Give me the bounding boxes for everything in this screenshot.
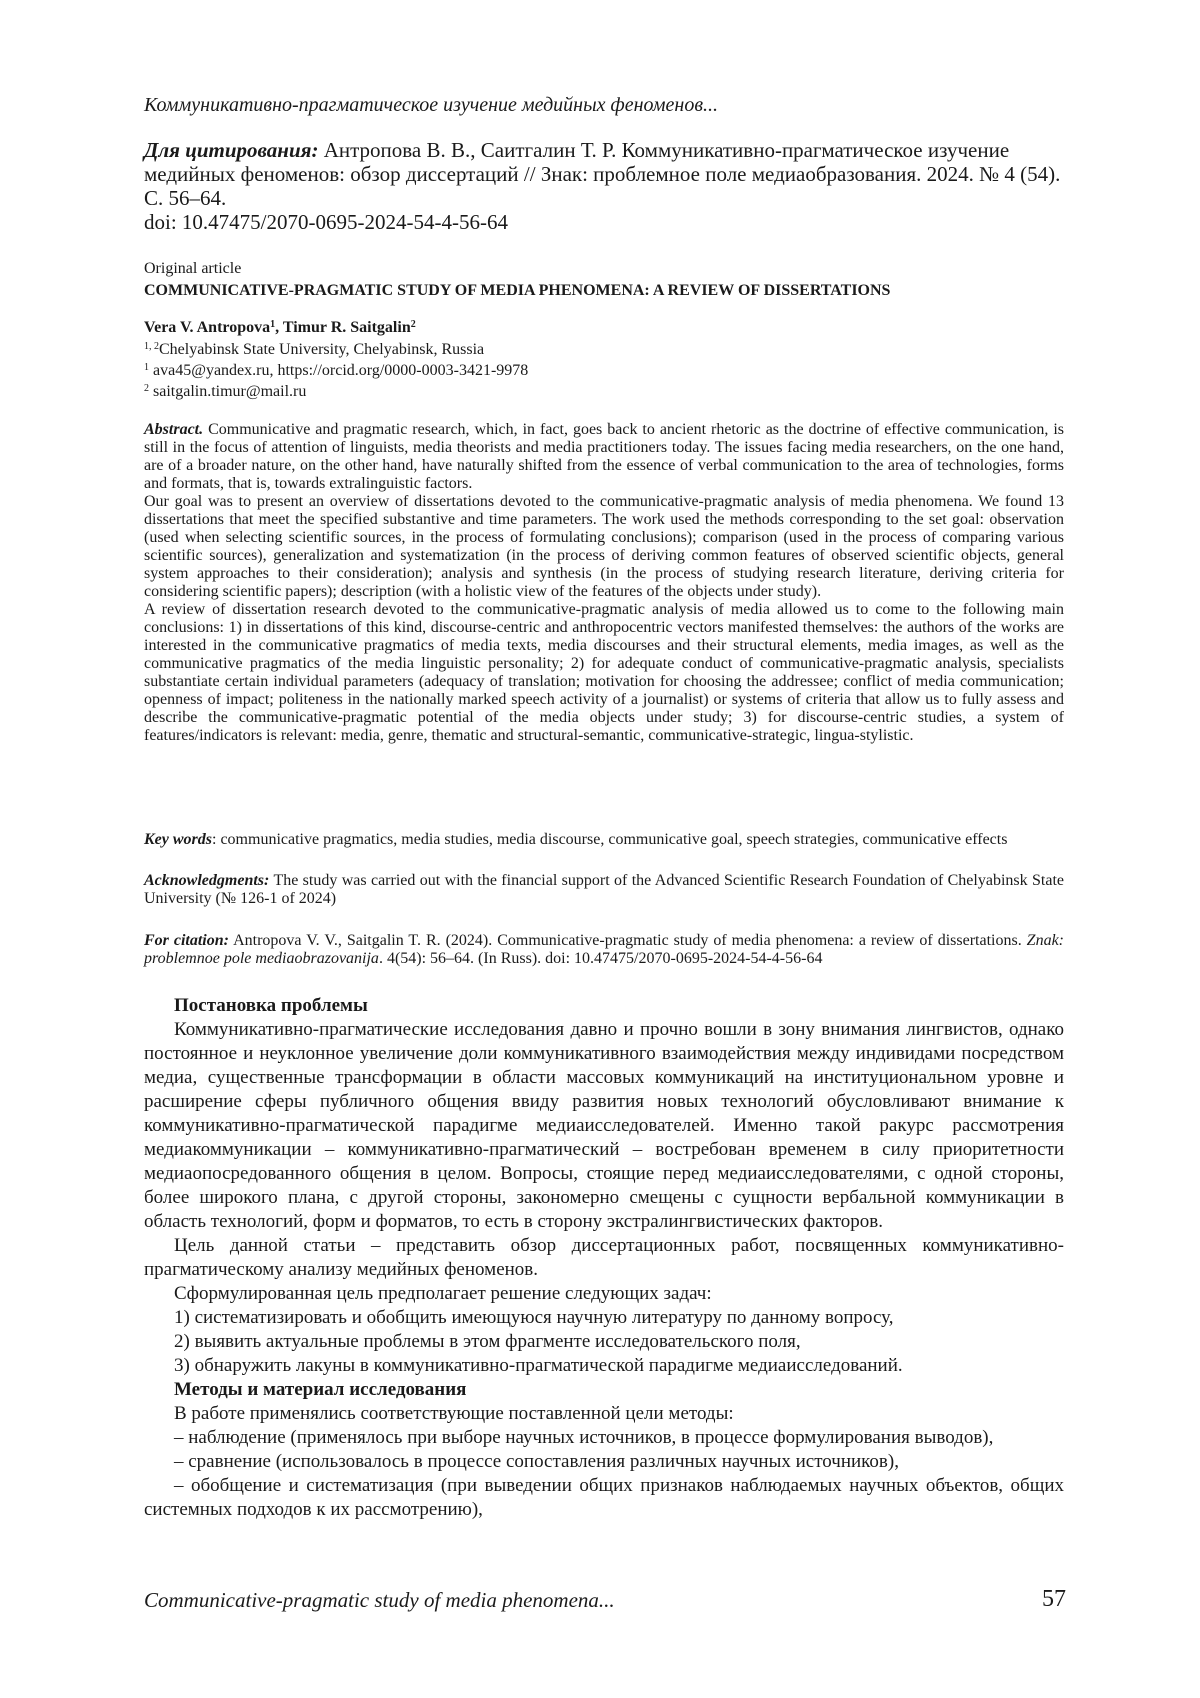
abstract-label: Abstract. [144, 421, 204, 438]
affiliation [144, 341, 1064, 359]
acknowledgments [144, 872, 1064, 908]
author-separator: , [275, 319, 283, 336]
email-1-sup: 1 [144, 362, 149, 373]
author-2: Timur R. Saitgalin [282, 319, 411, 336]
running-head: Коммуникативно-прагматическое изучение медийных феноменов... [144, 94, 719, 116]
author-1: Vera V. Antropova [144, 319, 271, 336]
task-item-3: 3) обнаружить лакуны в коммуникативно-прагматической парадигме медиаисследований. [174, 1355, 903, 1376]
body-paragraph-4: В работе применялись соответствующие поставленной цели методы: [174, 1403, 734, 1424]
keywords-text: : communicative pragmatics, media studies, media discourse, communicative goal, speech strategies, communicative effects [212, 831, 1008, 848]
citation-en [144, 932, 1064, 968]
acknowledgments-text: The study was carried out with the financial support of the Advanced Scientific Research Foundation of Chelyabinsk State University (№ 126-1 of 2024) [144, 872, 1064, 907]
author-1-sup: 1 [270, 319, 276, 330]
method-item-2: – сравнение (использовалось в процессе сопоставления различных научных источников), [174, 1451, 899, 1472]
citation-en-text-2: . 4(54): 56–64. (In Russ). doi: 10.47475/2070-0695-2024-54-4-56-64 [378, 950, 823, 967]
article-body [144, 994, 1064, 1522]
author-2-sup: 2 [410, 319, 416, 330]
section-heading-problem: Постановка проблемы [174, 995, 368, 1016]
task-item-2: 2) выявить актуальные проблемы в этом фрагменте исследовательского поля, [174, 1331, 801, 1352]
citation-ru-doi: doi: 10.47475/2070-0695-2024-54-4-56-64 [144, 210, 508, 234]
email-1[interactable]: ava45@yandex.ru, https://orcid.org/0000-0003-3421-9978 [153, 362, 529, 379]
author-2-contact [144, 383, 1064, 401]
section-heading-methods: Методы и материал исследования [174, 1379, 467, 1400]
abstract [144, 421, 1064, 745]
citation-ru [144, 138, 1064, 234]
keywords [144, 831, 1064, 849]
body-paragraph-3: Сформулированная цель предполагает решение следующих задач: [174, 1283, 712, 1304]
citation-ru-label: Для цитирования: [144, 138, 319, 162]
citation-en-label: For citation: [144, 932, 229, 949]
task-item-1: 1) систематизировать и обобщить имеющуюся научную литературу по данному вопросу, [174, 1307, 894, 1328]
citation-en-text-1: Antropova V. V., Saitgalin T. R. (2024). Communicative-pragmatic study of media phenomena: a review of dissertations. [233, 932, 1022, 949]
affiliation-text: Chelyabinsk State University, Chelyabinsk, Russia [159, 341, 485, 358]
affiliation-sup: 1, 2 [144, 341, 159, 352]
keywords-label: Key words [144, 831, 212, 848]
email-2-sup: 2 [144, 383, 149, 394]
article-type: Original article [144, 260, 242, 277]
author-1-contact [144, 362, 1064, 380]
authors [144, 319, 1064, 337]
email-2[interactable]: saitgalin.timur@mail.ru [153, 383, 307, 400]
abstract-p1: Communicative and pragmatic research, which, in fact, goes back to ancient rhetoric as the doctrine of effective communication, is still in the focus of attention of linguists, media theorists and media practitioners today. The issues facing media researchers, on the one hand, are of a broader nature, on the other hand, have naturally shifted from the essence of verbal communication to the area of technologies, forms and formats, that is, towards extralinguistic factors. [144, 421, 1065, 492]
article-title: COMMUNICATIVE-PRAGMATIC STUDY OF MEDIA PHENOMENA: A REVIEW OF DISSERTATIONS [144, 282, 891, 299]
footer-running-title: Communicative-pragmatic study of media phenomena... [144, 1588, 615, 1612]
acknowledgments-label: Acknowledgments: [144, 872, 270, 889]
citation-en-journal: Znak: problemnoe pole mediaobrazovanija [144, 932, 1064, 967]
page-number: 57 [1042, 1586, 1066, 1612]
method-item-3: – обобщение и систематизация (при выведении общих признаков наблюдаемых научных объектов, общих системных подходов к их рассмотрению), [144, 1475, 1064, 1520]
abstract-paragraph-3: A review of dissertation research devoted to the communicative-pragmatic analysis of media allowed us to come to the following main conclusions: 1) in dissertations of this kind, discourse-centric and anthropocentric vectors manifested themselves: the authors of the works are interested in the communicative pragmatics of media texts, media discourses and their structural elements, media images, as well as the communicative pragmatics of the media linguistic personality; 2) for adequate conduct of communicative-pragmatic analysis, specialists substantiate certain individual parameters (adequacy of translation; motivation for choosing the addressee; conflict of media communication; openness of impact; politeness in the nationally marked speech activity of a journalist) or systems of criteria that allow us to fully assess and describe the communicative-pragmatic potential of the media objects under study; 3) for discourse-centric studies, a system of features/indicators is relevant: media, genre, thematic and structural-semantic, communicative-strategic, lingua-stylistic. [144, 601, 1064, 744]
abstract-paragraph-1 [144, 421, 1064, 493]
citation-ru-text: Антропова В. В., Саитгалин Т. Р. Коммуникативно-прагматическое изучение медийных феноменов: обзор диссертаций // Знак: проблемное поле медиаобразования. 2024. № 4 (54). С. 56–64. [144, 138, 1061, 210]
body-paragraph-1: Коммуникативно-прагматические исследования давно и прочно вошли в зону внимания лингвистов, однако постоянное и неуклонное увеличение доли коммуникативного взаимодействия между индивидами посредством медиа, существенные трансформации в области массовых коммуникаций на институциональном уровне и расширение сферы публичного общения ввиду развития новых технологий обусловливают внимание к коммуникативно-прагматической парадигме медиаисследователей. Именно такой ракурс рассмотрения медиакоммуникации – коммуникативно-прагматический – востребован временем в силу приоритетности медиаопосредованного общения в целом. Вопросы, стоящие перед медиаисследователями, с одной стороны, более широкого плана, с другой стороны, закономерно смещены с сущности вербальной коммуникации в область технологий, форм и форматов, то есть в сторону экстралингвистических факторов. [144, 1019, 1064, 1232]
method-item-1: – наблюдение (применялось при выборе научных источников, в процессе формулирования выводов), [174, 1427, 994, 1448]
abstract-paragraph-2: Our goal was to present an overview of dissertations devoted to the communicative-pragmatic analysis of media phenomena. We found 13 dissertations that meet the specified substantive and time parameters. The work used the methods corresponding to the set goal: observation (used when selecting scientific sources, in the process of formulating conclusions); comparison (used in the process of comparing various scientific sources), generalization and systematization (in the process of deriving common features of observed scientific objects, general system approaches to their consideration); analysis and synthesis (in the process of studying research literature, deriving criteria for considering scientific papers); description (with a holistic view of the features of the objects under study). [144, 493, 1064, 600]
body-paragraph-2: Цель данной статьи – представить обзор диссертационных работ, посвященных коммуникативно-прагматическому анализу медийных феноменов. [144, 1235, 1064, 1280]
